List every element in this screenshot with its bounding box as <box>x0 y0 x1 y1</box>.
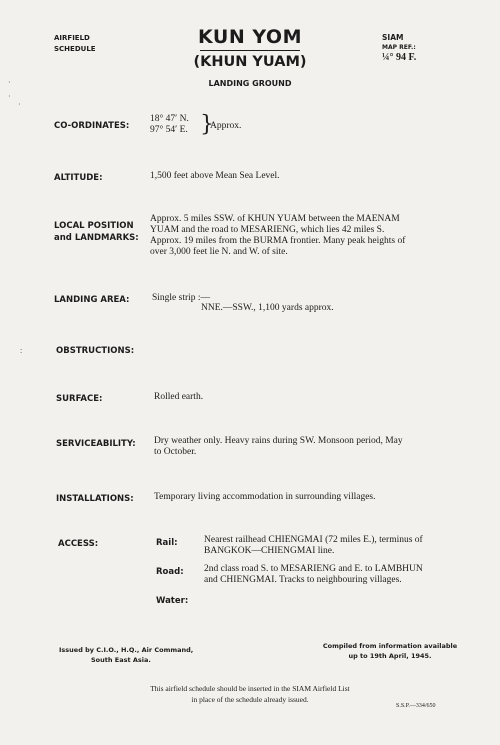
landing-area-label: LANDING AREA: <box>54 295 130 305</box>
margin-mark: : <box>20 346 23 355</box>
page-title: KUN YOM <box>198 26 302 48</box>
rail-line2: BANGKOK—CHIENGMAI line. <box>204 546 335 556</box>
surface-label: SURFACE: <box>56 394 103 404</box>
installations-label: INSTALLATIONS: <box>56 494 134 504</box>
map-ref-value: ¼° 94 F. <box>382 52 417 63</box>
local-position-label-line1: LOCAL POSITION <box>54 221 134 231</box>
local-position-line4: over 3,000 feet lie N. and W. of site. <box>150 247 288 257</box>
local-position-label <box>54 220 139 244</box>
country-label: SIAM <box>382 33 404 42</box>
local-position-label-line2: and LANDMARKS: <box>54 233 139 243</box>
rail-label: Rail: <box>156 538 178 548</box>
margin-mark: · <box>18 100 21 109</box>
insertion-note <box>0 683 500 705</box>
altitude-value: 1,500 feet above Mean Sea Level. <box>150 171 280 181</box>
access-label: ACCESS: <box>58 539 99 549</box>
altitude-label: ALTITUDE: <box>54 173 103 183</box>
road-line2: and CHIENGMAI. Tracks to neighbouring villages. <box>204 575 402 585</box>
schedule-label-line2: SCHEDULE <box>54 45 96 53</box>
map-reference-block <box>382 33 416 63</box>
coordinates-lat: 18° 47′ N. <box>150 114 189 124</box>
compiled-from <box>320 641 460 661</box>
coordinates-lon: 97° 54′ E. <box>150 125 188 135</box>
issued-by-line2: South East Asia. <box>91 656 151 664</box>
compiled-line1: Compiled from information available <box>322 642 458 650</box>
road-label: Road: <box>156 567 184 577</box>
serviceability-label: SERVICEABILITY: <box>56 439 136 449</box>
local-position-line3: Approx. 19 miles from the BURMA frontier. Many peak heights of <box>150 236 406 246</box>
coordinates-note: Approx. <box>210 121 242 131</box>
landing-area-line2: NNE.—SSW., 1,100 yards approx. <box>201 303 334 313</box>
insertion-note-line1: This airfield schedule should be inserted in the SIAM Airfield List <box>150 684 350 693</box>
map-ref-label: MAP REF.: <box>382 44 416 51</box>
installations-value: Temporary living accommodation in surrounding villages. <box>154 492 376 502</box>
print-code: S.S.P.—334/650 <box>396 703 436 709</box>
surface-value: Rolled earth. <box>154 392 204 402</box>
landing-area-line1: Single strip :— <box>152 293 211 303</box>
issued-by-line1: Issued by C.I.O., H.Q., Air Command, <box>59 646 194 654</box>
rail-line1: Nearest railhead CHIENGMAI (72 miles E.), terminus of <box>204 535 423 545</box>
margin-mark: · <box>8 78 11 87</box>
schedule-label-line1: AIRFIELD <box>54 34 90 42</box>
compiled-line2: up to 19th April, 1945. <box>348 652 432 660</box>
title-underline <box>200 50 300 51</box>
airfield-type: LANDING GROUND <box>208 79 292 88</box>
coordinates-label: CO-ORDINATES: <box>54 121 130 131</box>
serviceability-line1: Dry weather only. Heavy rains during SW. Monsoon period, May <box>154 436 403 446</box>
water-label: Water: <box>156 596 189 606</box>
local-position-line1: Approx. 5 miles SSW. of KHUN YUAM between the MAENAM <box>150 214 400 224</box>
insertion-note-line2: in place of the schedule already issued. <box>191 695 309 704</box>
obstructions-label: OBSTRUCTIONS: <box>56 346 135 356</box>
road-line1: 2nd class road S. to MESARIENG and E. to LAMBHUN <box>204 564 423 574</box>
page-subtitle: (KHUN YUAM) <box>193 54 307 70</box>
issued-by <box>59 645 193 665</box>
coordinates-brace: } <box>200 112 214 137</box>
margin-mark: · <box>8 92 11 101</box>
serviceability-line2: to October. <box>154 447 197 457</box>
local-position-line2: YUAM and the road to MESARIENG, which lies 42 miles S. <box>150 225 385 235</box>
local-position-text <box>150 214 405 258</box>
